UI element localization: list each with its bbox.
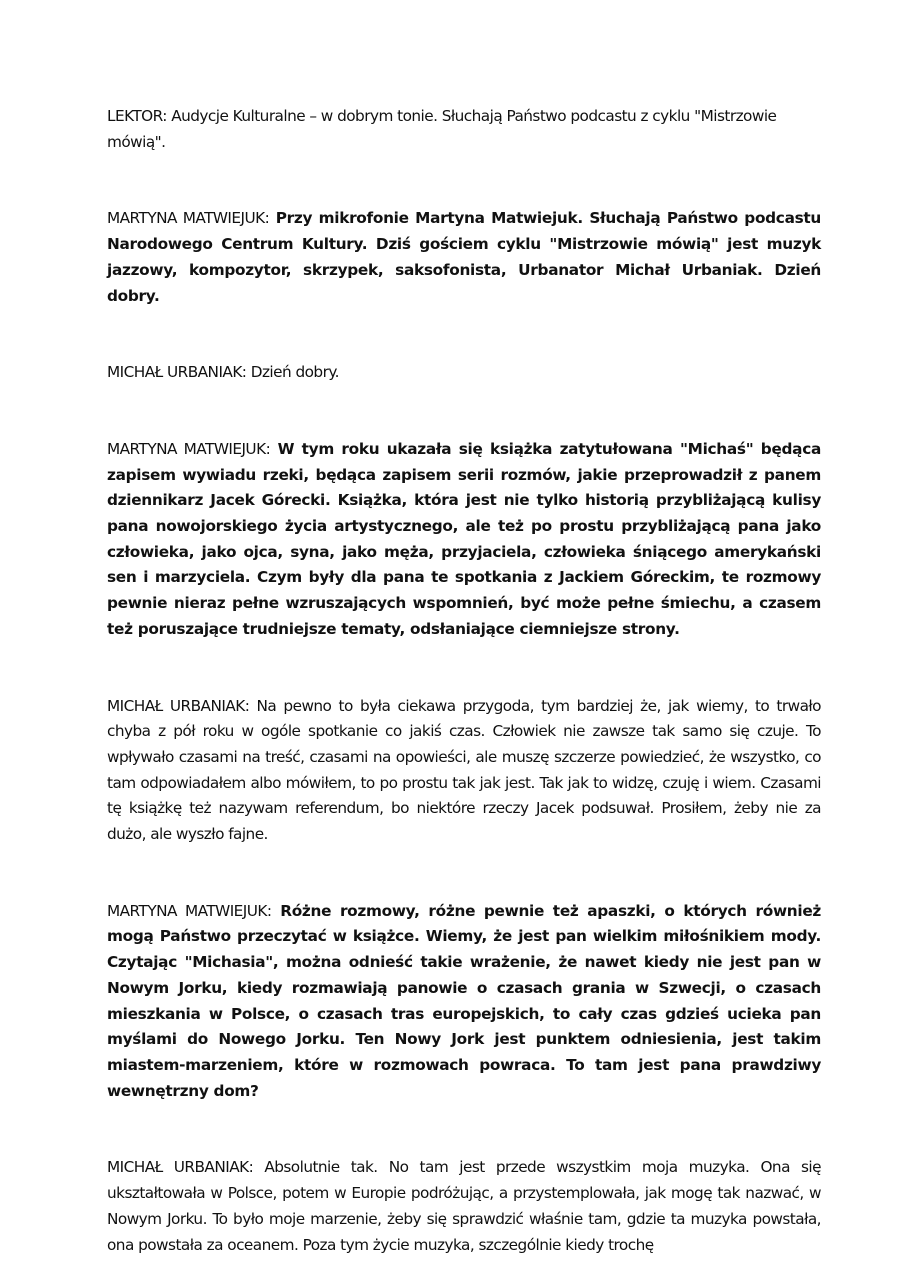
paragraph-spacer xyxy=(107,1104,821,1155)
paragraph-guest-answer-book xyxy=(107,694,821,848)
paragraph-spacer xyxy=(107,155,821,206)
speaker-label: LEKTOR: xyxy=(107,107,167,125)
paragraph-text: Dzień dobry. xyxy=(246,363,339,382)
paragraph-text: Absolutnie tak. No tam jest przede wszystkim moja muzyka. Ona się ukształtowała w Polsce, potem w Europie podróżując, a przystemplowała, jak mogę tak nazwać, w Nowym Jorku. To było moje marzenie, żeby się sprawdzić właśnie tam, gdzie ta muzyka powstała, ona powstała za oceanem. Poza tym życie muzyka, szczególnie kiedy trochę xyxy=(107,1158,821,1254)
speaker-label: MICHAŁ URBANIAK: xyxy=(107,696,250,715)
paragraph-host-question-newyork xyxy=(107,899,821,1105)
speaker-label: MARTYNA MATWIEJUK: xyxy=(107,209,270,228)
speaker-label: MICHAŁ URBANIAK: xyxy=(107,363,247,382)
paragraph-host-intro xyxy=(107,206,821,309)
speaker-label: MARTYNA MATWIEJUK: xyxy=(107,901,272,920)
paragraph-text: Różne rozmowy, różne pewnie też apaszki, o których również mogą Państwo przeczytać w książce. Wiemy, że jest pan wielkim miłośnikiem mody. Czytając "Michasia", można odnieść takie wrażenie, że nawet kiedy nie jest pan w Nowym Jorku, kiedy rozmawiają panowie o czasach grania w Szwecji, o czasach mieszkania w Polsce, o czasach tras europejskich, to cały czas gdzieś ucieka pan myślami do Nowego Jorku. Ten Nowy Jork jest punktem odniesienia, jest takim miastem-marzeniem, które w rozmowach powraca. To tam jest pana prawdziwy wewnętrzny dom? xyxy=(107,901,822,1100)
paragraph-spacer xyxy=(107,309,821,360)
paragraph-spacer xyxy=(107,643,821,694)
paragraph-text: Audycje Kulturalne – w dobrym tonie. Słuchają Państwo podcastu z cyklu "Mistrzowie mówią". xyxy=(107,107,777,151)
paragraph-guest-greeting xyxy=(107,360,821,386)
paragraph-text: Przy mikrofonie Martyna Matwiejuk. Słuchają Państwo podcastu Narodowego Centrum Kultury. Dziś gościem cyklu "Mistrzowie mówią" jest muzyk jazzowy, kompozytor, skrzypek, saksofonista, Urbanator Michał Urbaniak. Dzień dobry. xyxy=(107,209,822,305)
paragraph-text: Na pewno to była ciekawa przygoda, tym bardziej że, jak wiemy, to trwało chyba z pół roku w ogóle spotkanie co jakiś czas. Człowiek nie zawsze tak samo się czuje. To wpływało czasami na treść, czasami na opowieści, ale muszę szczerze powiedzieć, że wszystko, co tam odpowiadałem albo mówiłem, to po prostu tak jak jest. Tak jak to widzę, czuję i wiem. Czasami tę książkę też nazywam referendum, bo niektóre rzeczy Jacek podsuwał. Prosiłem, żeby nie za dużo, ale wyszło fajne. xyxy=(107,696,821,844)
paragraph-host-question-book xyxy=(107,437,821,643)
paragraph-spacer xyxy=(107,386,821,437)
paragraph-lektor-intro xyxy=(107,104,821,155)
speaker-label: MARTYNA MATWIEJUK: xyxy=(107,439,271,458)
paragraph-guest-answer-newyork xyxy=(107,1155,821,1258)
paragraph-text: W tym roku ukazała się książka zatytułowana "Michaś" będąca zapisem wywiadu rzeki, będąca zapisem serii rozmów, jakie przeprowadził z panem dziennikarz Jacek Górecki. Książka, która jest nie tylko historią przybliżającą kulisy pana nowojorskiego życia artystycznego, ale też po prostu przybliżającą pana jako człowieka, jako ojca, syna, jako męża, przyjaciela, człowieka śniącego amerykański sen i marzyciela. Czym były dla pana te spotkania z Jackiem Góreckim, te rozmowy pewnie nieraz pełne wzruszających wspomnień, być może pełne śmiechu, a czasem też poruszające trudniejsze tematy, odsłaniające ciemniejsze strony. xyxy=(107,439,821,638)
speaker-label: MICHAŁ URBANIAK: xyxy=(107,1158,254,1177)
paragraph-spacer xyxy=(107,848,821,899)
transcript-page xyxy=(107,104,821,1258)
